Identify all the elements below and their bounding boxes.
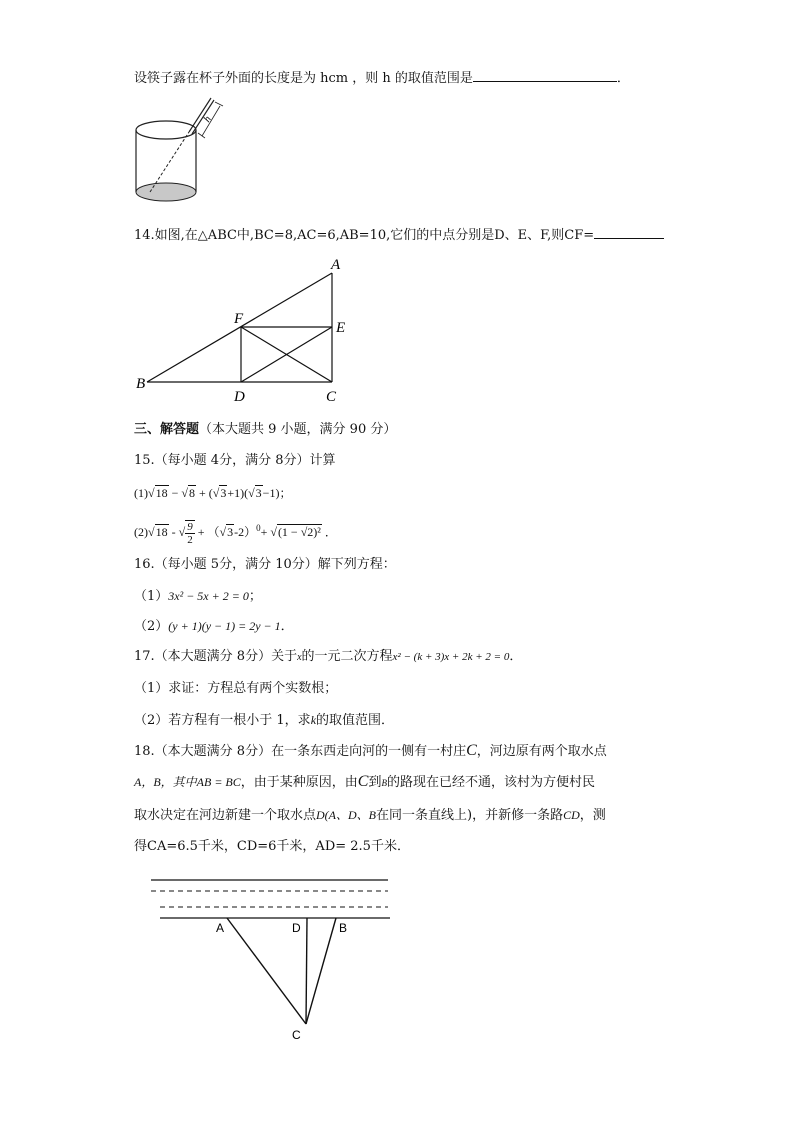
q15-p2-root3: 3 (227, 525, 234, 539)
h-measure-tick-top (215, 102, 223, 106)
q15-p2-tail: -2） (234, 525, 257, 539)
q17-head (134, 648, 522, 667)
q18-l2-eq: AB = BC (196, 775, 241, 789)
h-measure-tick-bottom (198, 133, 205, 138)
q18-line2 (134, 773, 595, 792)
q15-head: 15.（每小题 4分，满分 8分）计算 (134, 453, 336, 468)
q18-l3-a: 取水决定在河边新建一个取水点 (134, 808, 317, 823)
q15-p2-last: (1 − √2)² (277, 525, 321, 539)
q16-part2 (134, 617, 294, 636)
q18-line4: 得CA=6.5千米，CD=6千米，AD= 2.5千米． (134, 839, 410, 854)
q17-p2-var: k (310, 713, 317, 727)
q17-p2-a: （2）若方程有一根小于 1，求 (134, 713, 311, 728)
q18-l3-b: 在同一条直线上)，并新修一条路 (376, 808, 564, 823)
q15-part1: (1)√18 − √8 + (√3+1)(√3−1)； (134, 486, 292, 500)
q15-p2-frac (185, 520, 195, 546)
label-f: F (234, 311, 244, 327)
q16-p1-no: （1） (134, 589, 169, 604)
q15-p2-root18: 18 (155, 525, 168, 539)
river-label-b: B (339, 921, 348, 935)
q18-l1-a: 18.（本大题满分 8分）在一条东西走向河的一侧有一村庄 (134, 744, 467, 759)
q15-p1-end: ； (279, 486, 292, 500)
q16-p2-end: ． (280, 619, 294, 634)
q18-l3-cd: CD (563, 808, 580, 822)
q15-p1-prefix: (1) (134, 486, 148, 500)
q17-part1: （1）求证：方程总有两个实数根； (134, 681, 338, 696)
q18-l1-c: C (466, 742, 477, 759)
q15-p2-frac-num: 9 (187, 521, 193, 534)
river-figure (140, 874, 400, 1046)
q18-line1 (134, 742, 607, 761)
q15-p2-prefix: (2) (134, 525, 148, 539)
section3-heading (134, 421, 396, 439)
q14-answer-blank[interactable] (594, 224, 664, 239)
q18-l3-d: D(A、D、B (316, 808, 377, 822)
label-d: D (234, 389, 245, 405)
q16-part1 (134, 587, 262, 606)
q17-head-var: x (297, 652, 302, 663)
q18-l2-c2: 到 (368, 775, 382, 790)
q18-l1-b: ，河边原有两个取水点 (476, 744, 607, 759)
q15-part2: (2)√18 - √ $\frac{9}{2}$ + $(√3-2)^0+ √(1 - √2)^2$ ． (134, 521, 337, 547)
q16-p2-no: （2） (134, 619, 169, 634)
q18-l2-b: ，由于某种原因，由 (240, 775, 358, 790)
q13-answer-blank[interactable] (473, 67, 617, 82)
q15-p1-root18: 18 (155, 486, 168, 500)
q17-p2-b: 的取值范围． (316, 713, 395, 728)
q18-l2-b-var: B (381, 778, 387, 788)
q17-head-eq: x² − (k + 3)x + 2k + 2 = 0 (392, 651, 510, 663)
q16-head: 16.（每小题 5分，满分 10分）解下列方程： (134, 557, 396, 572)
q17-head-a: 17.（本大题满分 8分）关于 (134, 649, 298, 664)
q15-p1-root8: 8 (188, 486, 195, 500)
q17-head-end: ． (509, 649, 523, 664)
q18-l2-d: 的路现在已经不通，该村为方便村民 (386, 775, 595, 790)
q18-line3 (134, 806, 606, 825)
q16-p2-eq: (y + 1)(y − 1) = 2y − 1 (168, 619, 281, 633)
q16-p1-end: ； (248, 589, 262, 604)
triangle-abc-figure (130, 255, 360, 405)
q18-l3-c: ，测 (579, 808, 606, 823)
q15-p2-frac-den: 2 (187, 534, 193, 547)
road-cd (306, 918, 307, 1024)
q13-text: 设筷子露在杯子外面的长度是为 hcm ，则 h 的取值范围是 (134, 71, 473, 86)
q13-text-line (134, 67, 630, 88)
river-label-a: A (216, 921, 225, 935)
label-e: E (336, 320, 346, 336)
section3-title: 三、解答题 (134, 422, 200, 437)
q13-end: ． (616, 71, 630, 86)
cup-chopstick-figure (128, 92, 228, 204)
q14-text-line (134, 224, 664, 245)
q16-p1-eq: 3x² − 5x + 2 = 0 (168, 589, 249, 603)
q18-l2-a: A，B，其中 (134, 775, 197, 789)
road-cb (306, 918, 336, 1024)
h-label: h (201, 114, 214, 125)
q14-text: 14.如图,在△ABC中,BC=8,AC=6,AB=10,它们的中点分别是D、E、F,则CF= (134, 228, 595, 243)
q18-l2-c: C (357, 773, 369, 790)
river-label-d: D (292, 921, 301, 935)
q15-p2-end: ． (324, 525, 337, 539)
label-b: B (136, 376, 146, 392)
section3-note: （本大题共 9 小题，满分 90 分） (199, 422, 397, 437)
label-a: A (331, 257, 341, 273)
label-c: C (326, 389, 337, 405)
river-label-c: C (292, 1028, 301, 1042)
q17-head-b: 的一元二次方程 (301, 649, 393, 664)
q15-p1-root3a: 3 (220, 486, 227, 500)
q15-p2-mid: （ (207, 525, 220, 539)
q15-p1-root3b: 3 (255, 486, 262, 500)
q15-p2-exp: 0 (256, 523, 261, 533)
q17-part2 (134, 711, 394, 730)
